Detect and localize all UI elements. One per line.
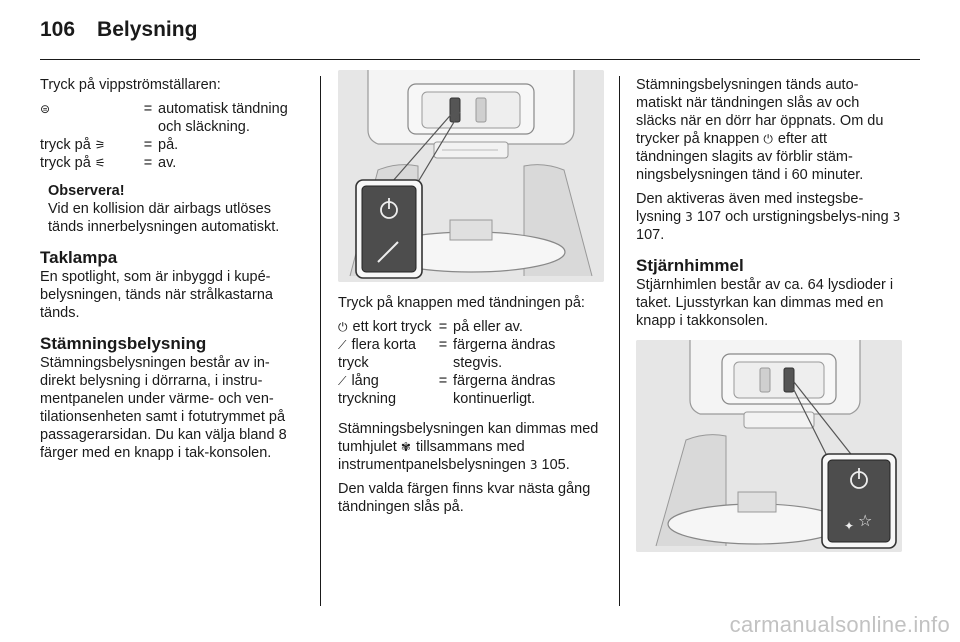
note-title: Observera! <box>48 183 125 199</box>
button-row-eq: = <box>438 319 448 335</box>
button-row-eq: = <box>438 337 448 353</box>
switch-table <box>40 100 304 172</box>
brush-icon: ⟋ <box>338 338 347 352</box>
heading-stjarnhimmel: Stjärnhimmel <box>636 256 744 275</box>
header-rule <box>40 59 920 60</box>
switch-row-eq: = <box>143 155 153 171</box>
paragraph-stamningsbelysning: Stämningsbelysningen består av in-direkt belysning i dörrarna, i instru-mentpanelen under värme- och ven-tilationsenheten samt i fotutrymmet på passagerarsidan. Du kan välja bland 8 färger med en knapp i tak-konsolen. <box>40 355 287 461</box>
switch-row-desc: av. <box>158 155 177 171</box>
switch-row-desc: på. <box>158 137 179 153</box>
paragraph-stjarnhimmel: Stjärnhimlen består av ca. 64 lysdioder i taket. Ljusstyrkan kan dimmas med en knapp i takkonsolen. <box>636 277 894 329</box>
column-3 <box>636 76 902 552</box>
button-row-desc: på eller av. <box>453 319 523 335</box>
switch-row-label: tryck på ⚟ <box>40 155 106 171</box>
column-1 <box>40 76 304 468</box>
page-header <box>40 18 197 48</box>
button-table <box>338 318 602 408</box>
figure-starry-sky-button <box>636 340 902 552</box>
switch-row-label <box>40 100 138 136</box>
brush-icon: ⟋ <box>338 374 347 388</box>
note-box <box>48 182 304 236</box>
svg-text:☆: ☆ <box>858 511 873 530</box>
column-divider-1 <box>320 76 321 606</box>
button-row-desc: färgerna ändras stegvis. <box>453 337 556 371</box>
page-title: Belysning <box>97 18 198 41</box>
paragraph-taklampa: En spotlight, som är inbyggd i kupé-belysningen, tänds när strålkastarna tänds. <box>40 269 273 321</box>
heading-stamningsbelysning: Stämningsbelysning <box>40 334 207 353</box>
auto-light-icon: ⊜ <box>40 102 51 116</box>
button-row-label: ⏻ ett kort tryck <box>338 319 432 335</box>
ceiling-console-starry-illustration <box>636 340 902 552</box>
paragraph-auto-on: Stämningsbelysningen tänds auto-matiskt när tändningen slås av och släcks när en dörr har öppnats. Om du trycker på knappen ⏻ efter att tändningen slagits av förblir stäm-ningsbelysningen tänd i 60 minuter. <box>636 77 884 183</box>
page-number: 106 <box>40 18 76 41</box>
thumbwheel-icon: ✾ <box>400 440 411 454</box>
button-row-desc: färgerna ändras kontinuerligt. <box>453 373 556 407</box>
note-text: Vid en kollision där airbags utlöses tänds innerbelysningen automatiskt. <box>48 201 280 235</box>
column-2 <box>338 76 602 522</box>
column-divider-2 <box>619 76 620 606</box>
reference-arrow-icon: 3 <box>685 210 693 224</box>
ceiling-console-illustration <box>338 70 604 282</box>
heading-taklampa: Taklampa <box>40 248 118 267</box>
svg-text:✦: ✦ <box>844 519 855 533</box>
light-on-icon: ⚞ <box>94 138 106 152</box>
power-icon: ⏻ <box>763 132 773 146</box>
watermark: carmanualsonline.info <box>729 612 950 637</box>
reference-arrow-icon: 3 <box>529 458 538 472</box>
switch-row-desc: automatisk tändning och släckning. <box>158 101 288 135</box>
reference-arrow-icon: 3 <box>892 210 901 224</box>
paragraph-color-kept: Den valda färgen finns kvar nästa gång tändningen slås på. <box>338 481 591 515</box>
button-row-eq: = <box>438 373 448 389</box>
power-icon: ⏻ <box>338 320 348 334</box>
switch-row-eq: = <box>143 137 153 153</box>
switch-intro: Tryck på vippströmställaren: <box>40 77 221 93</box>
button-caption: Tryck på knappen med tändningen på: <box>338 295 585 311</box>
switch-row-label: tryck på ⚞ <box>40 137 106 153</box>
paragraph-entry-exit: Den aktiveras även med instegsbe-lysning 3 107 och urstigningsbelys-ning 3 107. <box>636 191 901 243</box>
button-row-label: ⟋ flera korta tryck <box>338 337 416 371</box>
switch-row-eq: = <box>143 101 153 117</box>
button-row-label: ⟋ lång tryckning <box>338 373 397 407</box>
figure-ambient-light-button <box>338 70 604 282</box>
light-off-icon: ⚟ <box>94 156 106 170</box>
paragraph-dimming: Stämningsbelysningen kan dimmas med tumhjulet ✾ tillsammans med instrumentpanelsbelysningen 3 105. <box>338 421 599 473</box>
